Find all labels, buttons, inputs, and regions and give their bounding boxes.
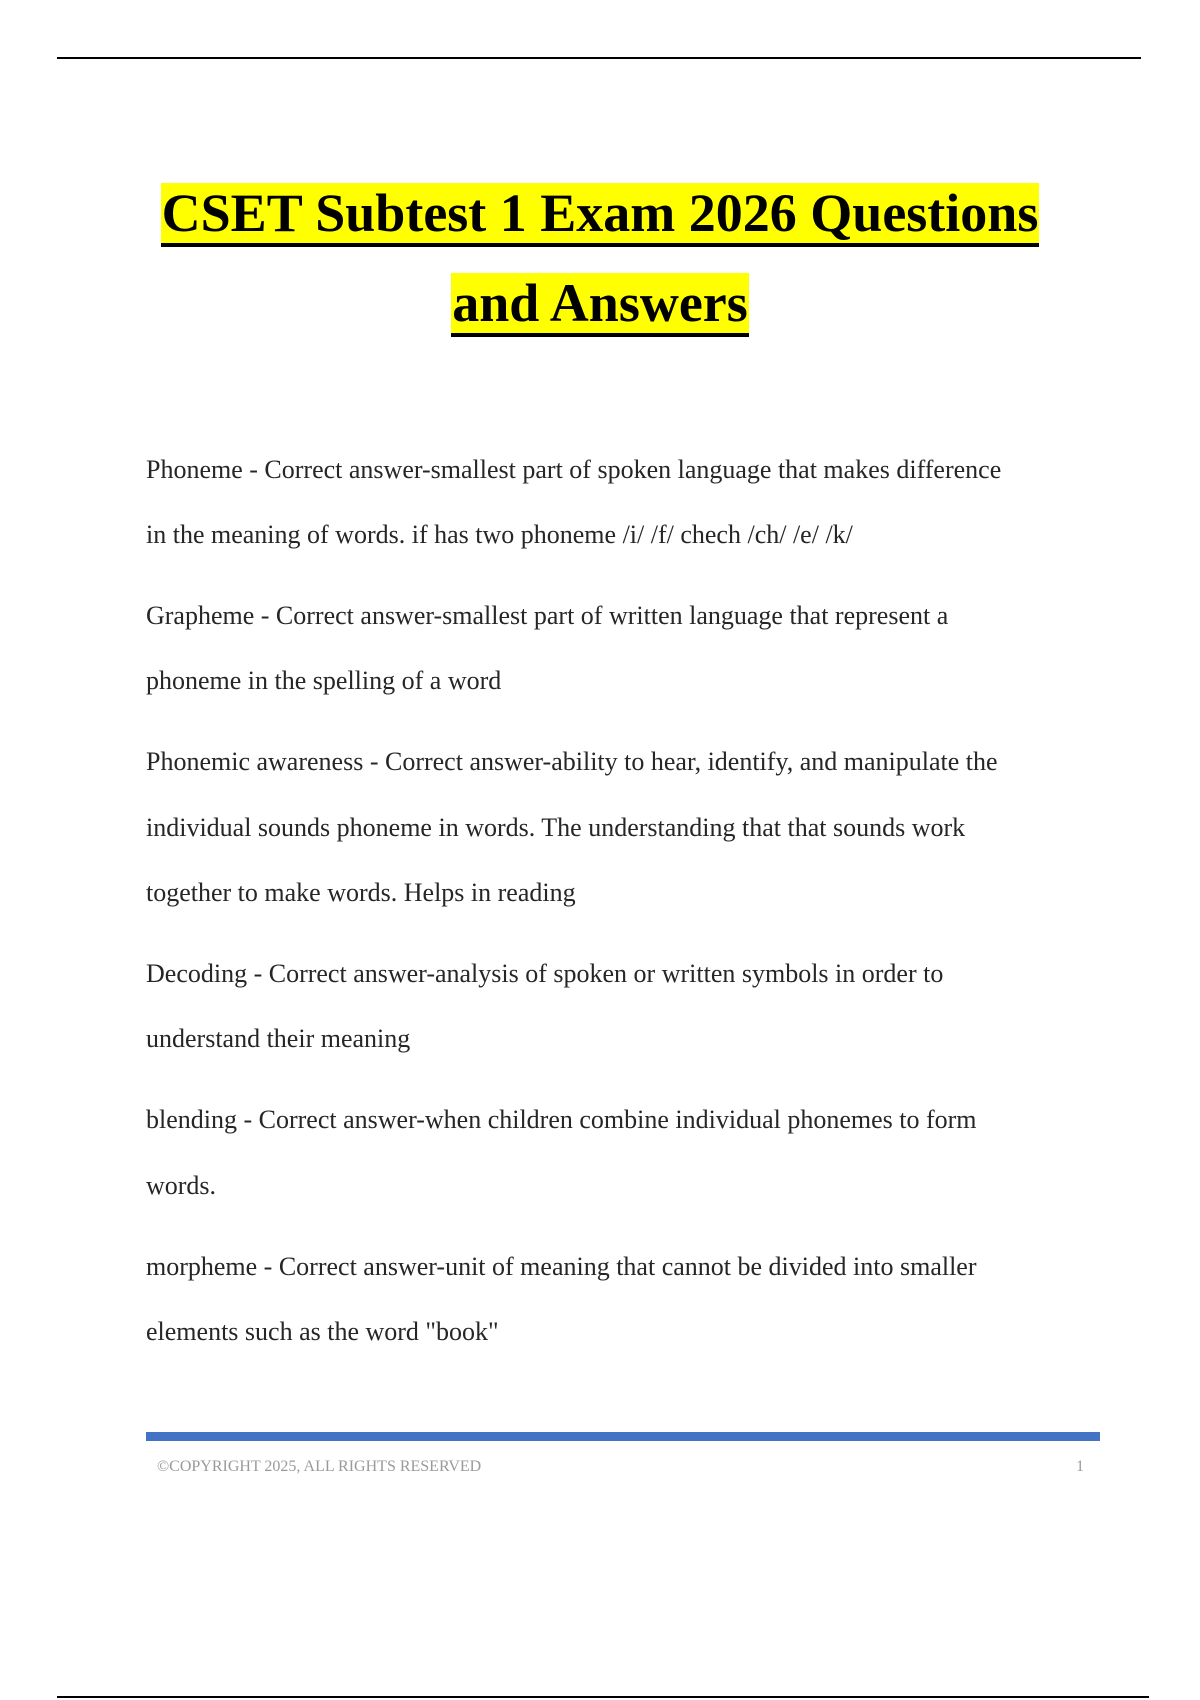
entry-phonemic-awareness-line: Phonemic awareness - Correct answer-ability to hear, identify, and manipulate the [146, 747, 998, 776]
top-rule [57, 57, 1141, 59]
entry-phonemic-awareness-line: individual sounds phoneme in words. The understanding that that sounds work [146, 813, 966, 842]
entry-phonemic-awareness-line: together to make words. Helps in reading [146, 878, 576, 907]
entry-grapheme-line: phoneme in the spelling of a word [146, 666, 502, 695]
entry-phoneme-line: Phoneme - Correct answer-smallest part of spoken language that makes difference [146, 455, 1002, 484]
page-number: 1 [1076, 1458, 1084, 1475]
entry-morpheme-line: morpheme - Correct answer-unit of meaning that cannot be divided into smaller [146, 1252, 977, 1281]
entry-morpheme-line: elements such as the word "book" [146, 1317, 499, 1346]
document-title-line-1: CSET Subtest 1 Exam 2026 Questions [0, 182, 1200, 244]
entry-phoneme-line: in the meaning of words. if has two phoneme /i/ /f/ chech /ch/ /e/ /k/ [146, 520, 853, 549]
entry-decoding-line: understand their meaning [146, 1024, 411, 1053]
entry-blending-line: words. [146, 1171, 217, 1200]
entry-decoding-line: Decoding - Correct answer-analysis of spoken or written symbols in order to [146, 959, 944, 988]
entry-blending-line: blending - Correct answer-when children combine individual phonemes to form [146, 1105, 977, 1134]
document-title-line-2: and Answers [0, 272, 1200, 334]
footer-copyright: ©COPYRIGHT 2025, ALL RIGHTS RESERVED [157, 1458, 482, 1475]
bottom-rule [57, 1696, 1149, 1698]
entry-grapheme-line: Grapheme - Correct answer-smallest part of written language that represent a [146, 601, 949, 630]
footer-bar [146, 1432, 1100, 1441]
